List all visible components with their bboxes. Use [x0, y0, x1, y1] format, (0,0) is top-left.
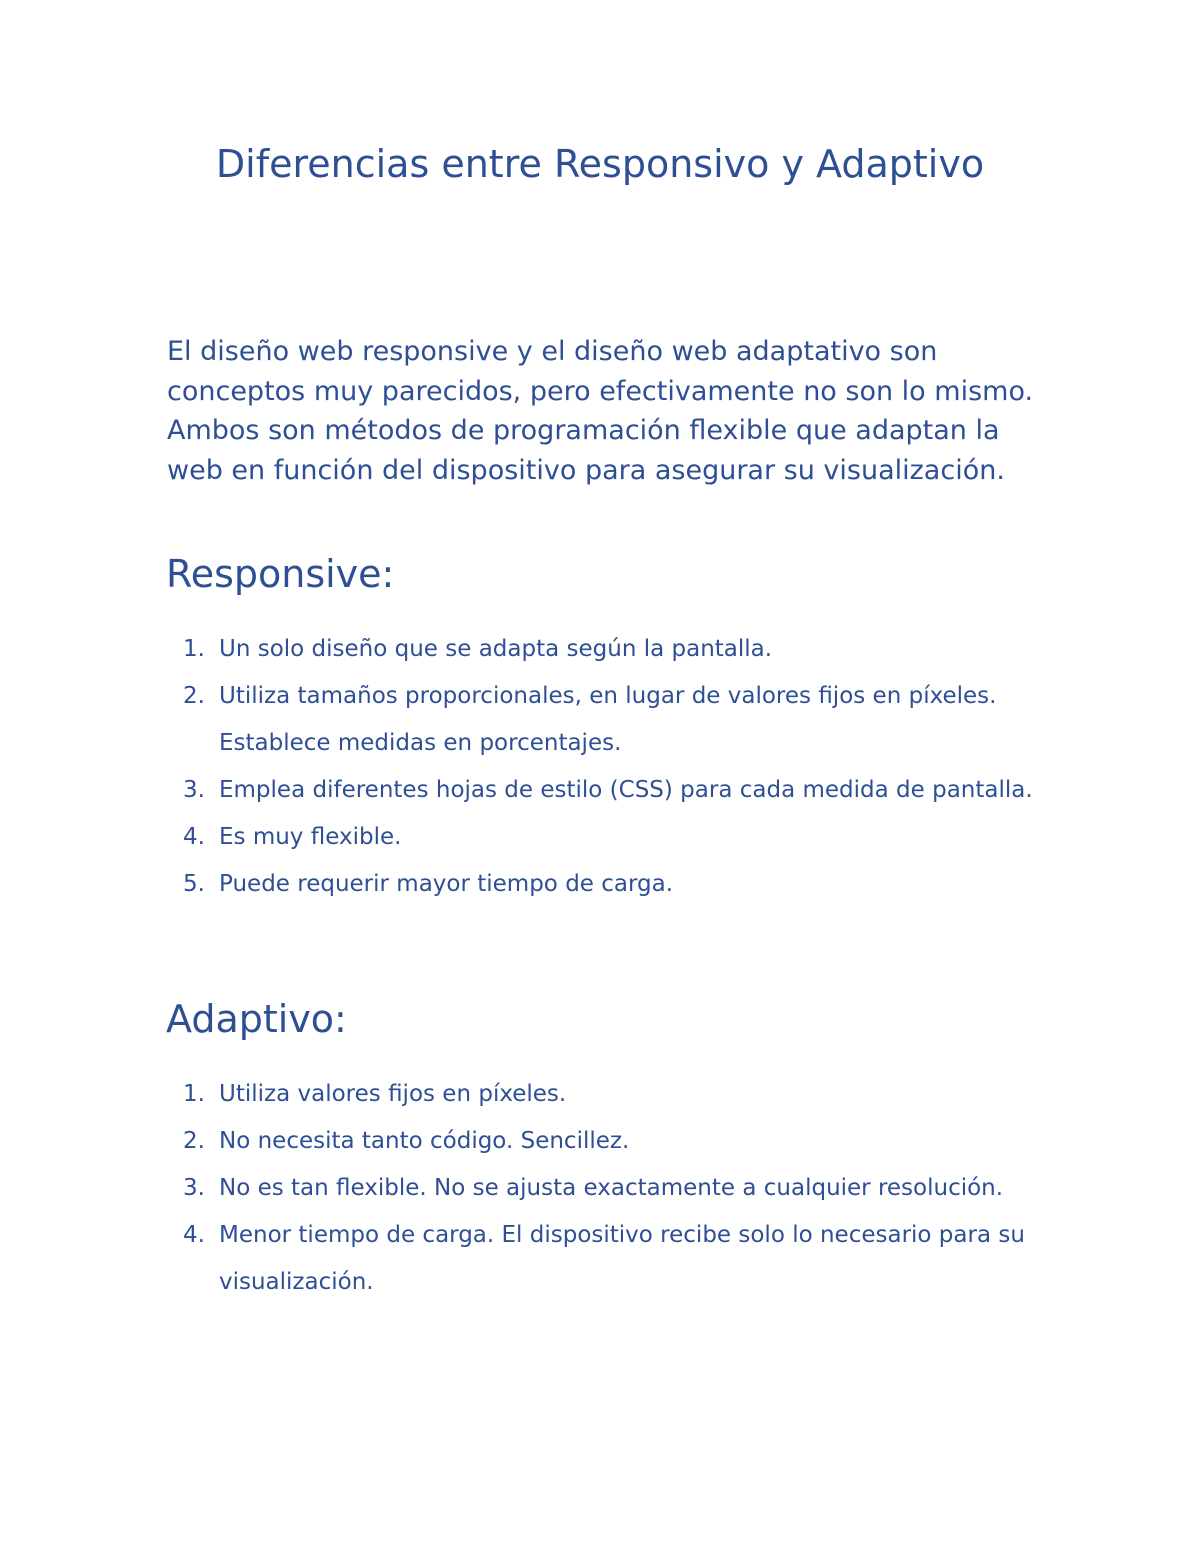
list-item-text: Puede requerir mayor tiempo de carga. — [219, 871, 674, 897]
responsive-heading: Responsive: — [166, 552, 395, 596]
list-item-text: No es tan flexible. No se ajusta exactamente a cualquier resolución. — [219, 1175, 1004, 1201]
list-item — [0, 767, 1039, 814]
list-item-number: 2. — [183, 1128, 205, 1154]
list-item-text: Utiliza tamaños proporcionales, en lugar de valores fijos en píxeles. Establece medidas en porcentajes. — [219, 683, 997, 756]
list-item-number: 4. — [183, 1222, 205, 1248]
list-item-number: 3. — [183, 777, 205, 803]
list-item-text: Menor tiempo de carga. El dispositivo recibe solo lo necesario para su visualización. — [219, 1222, 1025, 1295]
list-item — [0, 1118, 1039, 1165]
adaptive-heading: Adaptivo: — [166, 997, 347, 1041]
list-item — [0, 814, 1039, 861]
list-item-text: Un solo diseño que se adapta según la pantalla. — [219, 636, 773, 662]
list-item — [0, 626, 1039, 673]
list-item — [0, 1212, 1039, 1306]
list-item-text: Emplea diferentes hojas de estilo (CSS) para cada medida de pantalla. — [219, 777, 1033, 803]
adaptive-list — [0, 1071, 1200, 1306]
list-item — [0, 1165, 1039, 1212]
list-item-number: 4. — [183, 824, 205, 850]
list-item — [0, 861, 1039, 908]
intro-paragraph: El diseño web responsive y el diseño web adaptativo son conceptos muy parecidos, pero efectivamente no son lo mismo. Ambos son métodos de programación flexible que adaptan la web en función del dispositivo para asegurar su visualización. — [167, 336, 1034, 486]
list-item-number: 2. — [183, 683, 205, 709]
list-item-number: 1. — [183, 636, 205, 662]
list-item-text: No necesita tanto código. Sencillez. — [219, 1128, 630, 1154]
list-item-number: 3. — [183, 1175, 205, 1201]
list-item-text: Utiliza valores fijos en píxeles. — [219, 1081, 567, 1107]
document-title: Diferencias entre Responsivo y Adaptivo — [215, 142, 985, 186]
list-item-number: 1. — [183, 1081, 205, 1107]
list-item — [0, 1071, 1039, 1118]
responsive-list — [0, 626, 1200, 908]
list-item — [0, 673, 1039, 767]
list-item-text: Es muy flexible. — [219, 824, 402, 850]
list-item-number: 5. — [183, 871, 205, 897]
